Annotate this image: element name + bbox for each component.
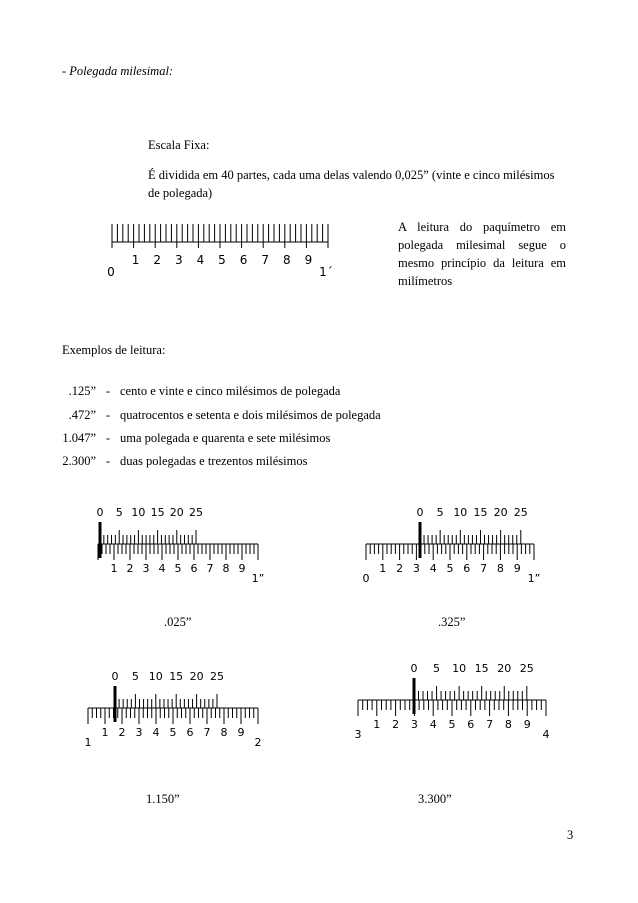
example-text: quatrocentos e setenta e dois milésimos de polegada xyxy=(120,408,381,422)
vernier-figure-1 xyxy=(80,500,295,595)
main-scale-label: 7 xyxy=(480,562,488,575)
vernier-figure-2 xyxy=(356,500,546,595)
main-scale-label: 5 xyxy=(174,562,182,575)
example-row xyxy=(62,429,482,449)
note-line2: polegada milesimal segue o xyxy=(398,238,566,252)
example-text: cento e vinte e cinco milésimos de polegada xyxy=(120,384,341,398)
example-row xyxy=(62,406,482,426)
vernier-figure-4 xyxy=(346,656,556,756)
vernier-label: 0 xyxy=(96,506,104,519)
examples-list xyxy=(62,382,482,472)
example-value: 1.047” xyxy=(62,431,96,445)
section-title: - Polegada milesimal: xyxy=(62,64,174,78)
main-scale-label: 7 xyxy=(203,726,211,739)
main-scale-label: 2 xyxy=(392,718,400,731)
main-scale-label: 1 xyxy=(373,718,381,731)
vernier-label: 10 xyxy=(452,662,467,675)
scale-label: 7 xyxy=(261,253,270,267)
main-scale-label: 5 xyxy=(169,726,177,739)
example-value: 2.300” xyxy=(62,454,96,468)
vernier-label: 25 xyxy=(189,506,203,519)
vernier-label: 15 xyxy=(169,670,184,683)
main-scale-start-label: 0 xyxy=(362,572,370,585)
figure-caption-1: .025” xyxy=(164,615,192,629)
main-scale-label: 6 xyxy=(190,562,198,575)
example-row xyxy=(62,452,482,472)
examples-title: Exemplos de leitura: xyxy=(62,343,166,357)
main-scale-label: 3 xyxy=(142,562,150,575)
scale-label: 4 xyxy=(196,253,205,267)
page-number: 3 xyxy=(567,828,574,842)
main-scale-label: 7 xyxy=(206,562,214,575)
main-scale-label: 8 xyxy=(222,562,230,575)
escala-fixa-title: Escala Fixa: xyxy=(148,138,210,152)
main-scale-label: 3 xyxy=(135,726,143,739)
vernier-label: 20 xyxy=(189,670,204,683)
vernier-label: 25 xyxy=(519,662,534,675)
scale-label: 3 xyxy=(174,253,183,267)
main-scale-start-label: 1 xyxy=(84,736,92,749)
main-scale-label: 4 xyxy=(429,562,437,575)
main-scale-ruler xyxy=(100,212,350,287)
main-scale-start-label: 3 xyxy=(354,728,362,741)
example-value: .472” xyxy=(68,408,96,422)
vernier-label: 5 xyxy=(436,506,444,519)
vernier-label: 15 xyxy=(473,506,488,519)
scale-label: 6 xyxy=(239,253,248,267)
escala-fixa-desc-line2: de polegada) xyxy=(148,186,213,200)
scale-label: 1 xyxy=(131,253,140,267)
main-scale-end-label: 1” xyxy=(251,572,265,585)
example-value: .125” xyxy=(68,384,96,398)
figure-caption-2: .325” xyxy=(438,615,466,629)
example-text: uma polegada e quarenta e sete milésimos xyxy=(120,431,331,445)
main-scale-label: 9 xyxy=(513,562,521,575)
main-scale-label: 2 xyxy=(396,562,404,575)
vernier-label: 15 xyxy=(150,506,165,519)
note-line4: milímetros xyxy=(398,274,453,288)
main-scale-label: 9 xyxy=(237,726,245,739)
vernier-label: 25 xyxy=(210,670,224,683)
main-scale-label: 8 xyxy=(220,726,228,739)
scale-label: 9 xyxy=(304,253,313,267)
main-scale-label: 4 xyxy=(158,562,166,575)
main-scale-label: 1 xyxy=(101,726,109,739)
main-scale-end-label: 1” xyxy=(527,572,541,585)
main-scale-label: 6 xyxy=(186,726,194,739)
vernier-label: 0 xyxy=(410,662,418,675)
example-dash: - xyxy=(106,384,111,398)
scale-label: 1´ xyxy=(319,265,333,279)
figure-caption-4: 3.300” xyxy=(418,792,452,806)
vernier-figure-3 xyxy=(78,664,278,759)
main-scale-label: 2 xyxy=(118,726,126,739)
vernier-label: 25 xyxy=(513,506,528,519)
main-scale-end-label: 4 xyxy=(542,728,550,741)
vernier-label: 5 xyxy=(131,670,139,683)
vernier-label: 0 xyxy=(111,670,119,683)
scale-label: 2 xyxy=(153,253,162,267)
vernier-label: 20 xyxy=(493,506,508,519)
main-scale-label: 6 xyxy=(467,718,475,731)
vernier-label: 10 xyxy=(453,506,468,519)
scale-label: 5 xyxy=(218,253,226,267)
vernier-label: 10 xyxy=(148,670,163,683)
example-text: duas polegadas e trezentos milésimos xyxy=(120,454,308,468)
vernier-label: 20 xyxy=(169,506,184,519)
main-scale-label: 6 xyxy=(463,562,471,575)
note-line1: A leitura do paquímetro em xyxy=(398,220,566,234)
scale-label: 8 xyxy=(282,253,291,267)
main-scale-label: 1 xyxy=(379,562,387,575)
vernier-label: 15 xyxy=(474,662,489,675)
main-scale-end-label: 2 xyxy=(254,736,262,749)
main-scale-label: 5 xyxy=(448,718,456,731)
note-paragraph xyxy=(398,218,566,290)
main-scale-label: 8 xyxy=(504,718,512,731)
main-scale-label: 3 xyxy=(412,562,420,575)
vernier-label: 5 xyxy=(433,662,441,675)
figure-caption-3: 1.150” xyxy=(146,792,180,806)
example-dash: - xyxy=(106,408,111,422)
main-scale-label: 4 xyxy=(152,726,160,739)
example-dash: - xyxy=(106,431,111,445)
example-row xyxy=(62,382,482,402)
vernier-label: 5 xyxy=(115,506,123,519)
vernier-label: 20 xyxy=(497,662,512,675)
scale-label: 0 xyxy=(107,265,115,279)
example-dash: - xyxy=(106,454,111,468)
escala-fixa-desc-line1: É dividida em 40 partes, cada uma delas valendo 0,025” (vinte e cinco milésimos xyxy=(148,168,555,182)
main-scale-label: 7 xyxy=(486,718,494,731)
main-scale-label: 5 xyxy=(446,562,454,575)
main-scale-label: 8 xyxy=(496,562,504,575)
main-scale-label: 1 xyxy=(110,562,118,575)
note-line3: mesmo princípio da leitura em xyxy=(398,256,566,270)
main-scale-label: 4 xyxy=(429,718,437,731)
main-scale-label: 9 xyxy=(523,718,531,731)
main-scale-label: 3 xyxy=(410,718,418,731)
main-scale-label: 9 xyxy=(238,562,246,575)
vernier-label: 0 xyxy=(416,506,424,519)
vernier-label: 10 xyxy=(131,506,146,519)
main-scale-label: 2 xyxy=(126,562,134,575)
